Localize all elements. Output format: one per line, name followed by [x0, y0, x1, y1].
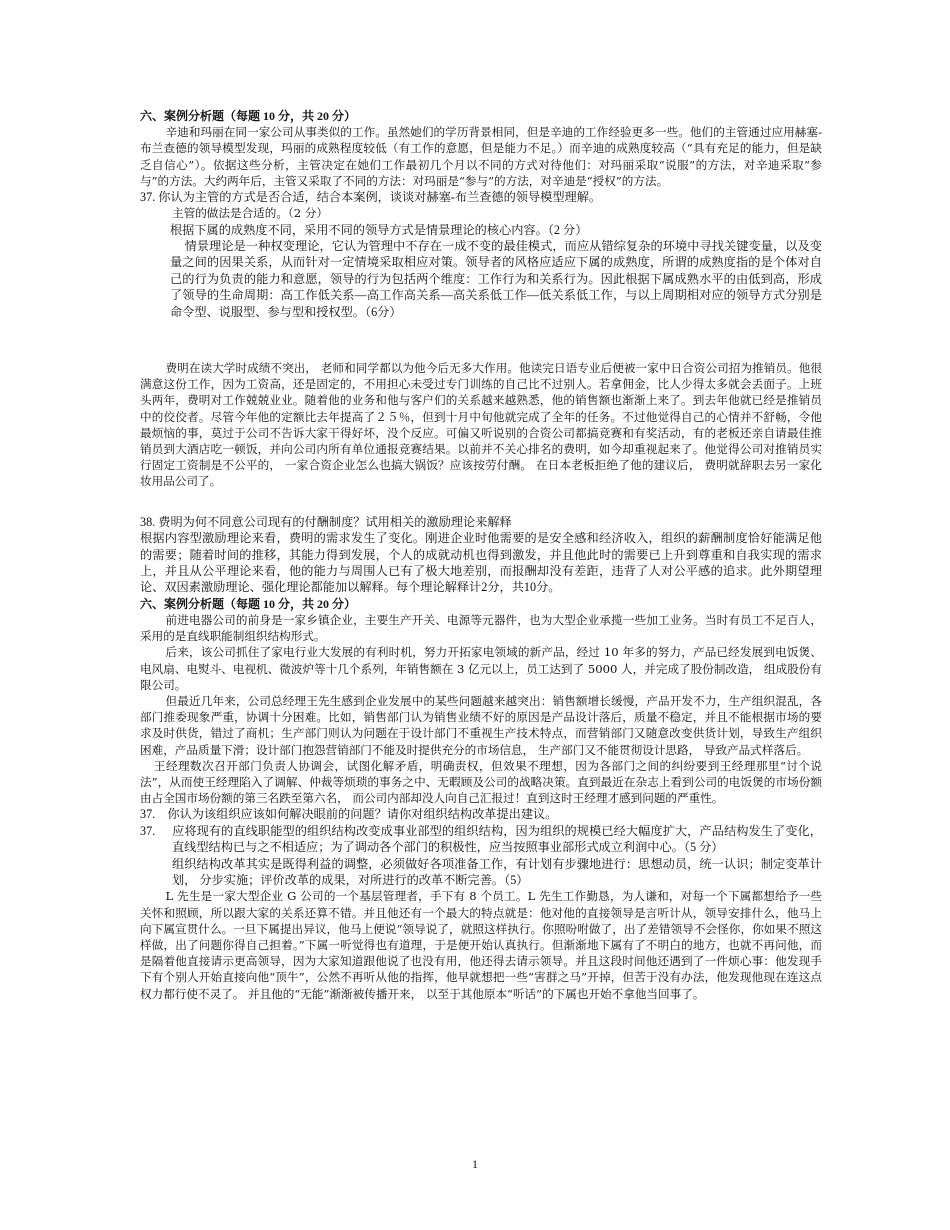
section-heading: 六、案例分析题（每题 10 分，共 20 分）: [140, 596, 357, 611]
answer-number: 37.: [140, 823, 156, 838]
case-text: 后来，该公司抓住了家电行业大发展的有利时机，努力开拓家电领域的新产品，经过 10 年多的努力，产品已经发展到电饭煲、电风扇、电熨斗、电视机、微波炉等十几个系列，年销售额在 3 亿元以上，员工达到了 5000 人，并完成了股份制改造， 组成股份有限公司。: [140, 645, 822, 692]
answer-paragraph: 组织结构改革其实是既得利益的调整，必须做好各项准备工作，有计划有步骤地进行：思想动员，统一认识；制定变革计划， 分步实施；评价改革的成果，对所进行的改革不断完善。（5）: [172, 856, 822, 887]
case-text: L 先生是一家大型企业 G 公司的一个基层管理者，手下有 8 个员工。L 先生工作勤恳，为人谦和，对每一个下属都想给予一些关怀和照顾，所以跟大家的关系还算不错。并且他还有一个最大的特点就是：他对他的直接领导是言听计从，领导安排什么，他马上向下属宣贯什么。一旦下属提出异议，他马上便说“领导说了，就照这样执行。你照吩咐做了，出了差错领导不会怪你，你如果不照这样做，出了问题你得自己担着。”下属一听觉得也有道理，于是便开始认真执行。但渐渐地下属有了不明白的地方，也就不再问他，而是隔着他直接请示更高领导，因为大家知道跟他说了也没有用，他还得去请示领导。并且这段时间他还遇到了一件烦心事：他发现手下有个别人开始直接向他“顶牛”，公然不再听从他的指挥，他早就想把一些“害群之马”开掉，但苦于没有办法，他发现他现在连这点权力都行使不灵了。 并且他的“无能”渐渐被传播开来， 以至于其他原本“听话”的下属也开始不拿他当回事了。: [140, 889, 822, 1001]
page-content: [140, 108, 822, 1002]
section-heading: 六、案例分析题（每题 10 分，共 20 分）: [140, 109, 357, 123]
case-text: 费明在读大学时成绩不突出， 老师和同学都以为他今后无多大作用。他读完日语专业后便被一家中日合资公司招为推销员。他很满意这份工作，因为工资高，还是固定的，不用担心未受过专门训练的自己比不过别人。若拿佣金，比人少得太多就会丢面子。上班头两年，费明对工作兢兢业业。随着他的业务和他与客户们的关系越来越熟悉，他的销售额也渐渐上来了。到去年他就已经是推销员中的佼佼者。尽管今年他的定额比去年提高了２５％，但到十月中旬他就完成了全年的任务。不过他觉得自己的心情并不舒畅，令他最烦恼的事，莫过于公司不告诉大家干得好坏，没个反应。可偏又听说别的合资公司都搞竞赛和有奖活动，有的老板还亲自请最佳推销员到大酒店吃一顿饭，并向公司内所有单位通报竞赛结果。以前并不关心排名的费明，如今却重视起来了。他觉得公司对推销员实行固定工资制是不公平的， 一家合资企业怎么也搞大锅饭？应该按劳付酬。 在日本老板拒绝了他的建议后， 费明就辞职去另一家化妆用品公司了。: [140, 361, 822, 489]
case-text: 辛迪和玛丽在同一家公司从事类似的工作。虽然她们的学历背景相同，但是辛迪的工作经验更多一些。他们的主管通过应用赫塞-布兰查德的领导模型发现，玛丽的成熟程度较低（有工作的意愿，但是能力不足。）而辛迪的成熟度较高（“具有充足的能力，但是缺乏自信心”）。依据这些分析，主管决定在她们工作最初几个月以不同的方式对待他们：对玛丽采取“说服”的方法，对辛迪采取“参与”的方法。大约两年后，主管又采取了不同的方法：对玛丽是“参与”的方法，对辛迪是“授权”的方法。: [140, 125, 822, 188]
answer-line: 主管的做法是合适的。（2 分）: [172, 206, 328, 221]
answer-paragraph: [140, 823, 822, 856]
case-text: 但最近几年来，公司总经理王先生感到企业发展中的某些问题越来越突出：销售额增长缓慢，产品开发不力，生产组织混乱，各部门推委现象严重，协调十分困难。比如，销售部门认为销售业绩不好的原因是产品设计落后，质量不稳定，并且不能根据市场的要求及时供货，错过了商机；生产部门则认为问题在于设计部门不重视生产技术特点，而营销部门又随意改变供货计划，导致生产组织困难，产品质量下滑；设计部门抱怨营销部门不能及时提供充分的市场信息， 生产部门又不能贯彻设计思路， 导致产品式样落后。: [140, 693, 822, 757]
question-38: 38. 费明为何不同意公司现有的付酬制度？试用相关的激励理论来解释: [140, 514, 512, 529]
answer-paragraph: 情景理论是一种权变理论，它认为管理中不存在一成不变的最佳模式，而应从错综复杂的环境中寻找关键变量，以及变量之间的因果关系，从而针对一定情境采取相应对策。领导者的风格应适应下属的成熟度，所谓的成熟度指的是个体对自己的行为负责的能力和意愿，领导的行为包括两个维度：工作行为和关系行为。因此根据下属成熟水平的由低到高，形成了领导的生命周期：高工作低关系—高工作高关系—高关系低工作—低关系低工作，与以上周期相对应的领导方式分别是命令型、说服型、参与型和授权型。（6分）: [170, 239, 822, 319]
case-text: 王经理数次召开部门负责人协调会，试图化解矛盾，明确责权，但效果不理想，因为各部门之间的纠纷要到王经理那里“讨个说法”，从而使王经理陷入了调解、仲裁等烦琐的事务之中、无暇顾及公司的战略决策。直到最近在杂志上看到公司的电饭煲的市场份额由占全国市场份额的第三名跌至第六名， 而公司内部却没人向自己汇报过！直到这时王经理才感到问题的严重性。: [140, 758, 822, 806]
answer-paragraph: 根据内容型激励理论来看，费明的需求发生了变化。刚进企业时他需要的是安全感和经济收入，组织的薪酬制度恰好能满足他的需要；随着时间的推移，其能力得到发展，个人的成就动机也得到激发，并且他此时的需要已上升到尊重和自我实现的需求上，并且从公平理论来看，他的能力与周围人已有了极大地差别，而报酬却没有差距，违背了人对公平感的追求。此外期望理论、双因素激励理论、强化理论都能加以解释。每个理论解释计2分，共10分。: [140, 531, 822, 595]
answer-text: 应将现有的直线职能型的组织结构改变成事业部型的组织结构，因为组织的规模已经大幅度扩大，产品结构发生了变化，直线型结构已与之不相适应；为了调动各个部门的积极性，应当按照事业部形式成立利润中心。（5 分）: [172, 823, 822, 855]
case-text: 前进电器公司的前身是一家乡镇企业，主要生产开关、电源等元器件，也为大型企业承揽一些加工业务。当时有员工不足百人， 采用的是直线职能制组织结构形式。: [140, 612, 822, 644]
answer-line: 根据下属的成熟度不同，采用不同的领导方式是情景理论的核心内容。（2 分）: [170, 222, 588, 237]
page-number: 1: [472, 1157, 478, 1171]
question-37: 37. 你认为该组织应该如何解决眼前的问题？请你对组织结构改革提出建议。: [140, 807, 558, 822]
question-37: 37. 你认为主管的方式是否合适，结合本案例，谈谈对赫塞-布兰查德的领导模型理解。: [140, 190, 602, 205]
